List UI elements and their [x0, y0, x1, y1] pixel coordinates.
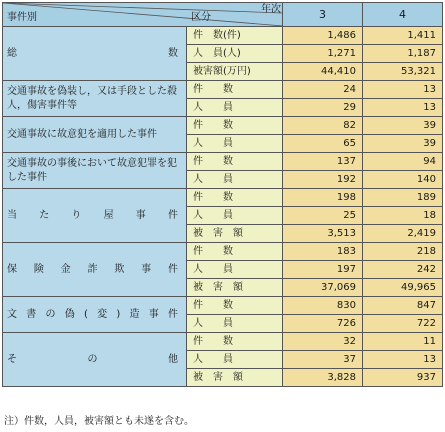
value-cell: 1,411: [363, 27, 443, 45]
value-cell: 726: [283, 315, 363, 333]
value-cell: 830: [283, 297, 363, 315]
table-row: [3, 153, 443, 171]
value-cell: 3,828: [283, 369, 363, 387]
row-label: 被 害 額: [187, 279, 283, 297]
statistics-table-container: [2, 2, 442, 387]
value-cell: 13: [363, 99, 443, 117]
header-year-label: 年次: [261, 4, 281, 15]
category-atariya: 当たり屋事件: [3, 189, 187, 243]
row-label: 人 員: [187, 261, 283, 279]
value-cell: 242: [363, 261, 443, 279]
value-cell: 29: [283, 99, 363, 117]
category-disguised-accident: 交通事故を偽装し，又は手段とした殺人，傷害事件等: [3, 81, 187, 117]
value-cell: 39: [363, 135, 443, 153]
value-cell: 137: [283, 153, 363, 171]
value-cell: 197: [283, 261, 363, 279]
header-diagonal-lines: [3, 3, 283, 26]
row-label: 人 員(人): [187, 45, 283, 63]
year-4-header: 4: [363, 3, 443, 27]
value-cell: 722: [363, 315, 443, 333]
value-cell: 94: [363, 153, 443, 171]
value-cell: 65: [283, 135, 363, 153]
row-label: 被害額(万円): [187, 63, 283, 81]
category-total: 総 数: [3, 27, 187, 81]
header-case-type-label: 事件別: [7, 12, 37, 23]
value-cell: 1,486: [283, 27, 363, 45]
value-cell: 53,321: [363, 63, 443, 81]
value-cell: 218: [363, 243, 443, 261]
value-cell: 44,410: [283, 63, 363, 81]
table-row: [3, 117, 443, 135]
year-3-header: 3: [283, 3, 363, 27]
row-label: 件 数: [187, 189, 283, 207]
value-cell: 1,187: [363, 45, 443, 63]
row-label: 被 害 額: [187, 369, 283, 387]
category-post-accident-crime: 交通事故の事後において故意犯罪を犯した事件: [3, 153, 187, 189]
value-cell: 24: [283, 81, 363, 99]
category-insurance-fraud: 保険金詐欺事件: [3, 243, 187, 297]
category-document-forgery: 文書の偽(変)造事件: [3, 297, 187, 333]
table-row: [3, 297, 443, 315]
table-row: [3, 189, 443, 207]
row-label: 人 員: [187, 207, 283, 225]
row-label: 件 数: [187, 243, 283, 261]
footnote: 注）件数，人員，被害額とも未遂を含む。: [4, 416, 194, 427]
value-cell: 1,271: [283, 45, 363, 63]
row-label: 件 数: [187, 333, 283, 351]
row-label: 件 数: [187, 81, 283, 99]
value-cell: 37: [283, 351, 363, 369]
category-intentional-crime: 交通事故に故意犯を適用した事件: [3, 117, 187, 153]
value-cell: 847: [363, 297, 443, 315]
header-category-label: 区分: [191, 12, 211, 23]
value-cell: 140: [363, 171, 443, 189]
row-label: 人 員: [187, 99, 283, 117]
row-label: 件 数: [187, 117, 283, 135]
value-cell: 937: [363, 369, 443, 387]
table-row: [3, 27, 443, 45]
row-label: 被 害 額: [187, 225, 283, 243]
value-cell: 13: [363, 351, 443, 369]
value-cell: 3,513: [283, 225, 363, 243]
crime-statistics-table: [2, 2, 443, 387]
header-corner-cell: [3, 3, 283, 27]
value-cell: 18: [363, 207, 443, 225]
row-label: 人 員: [187, 171, 283, 189]
table-row: [3, 243, 443, 261]
value-cell: 183: [283, 243, 363, 261]
table-row: [3, 81, 443, 99]
value-cell: 189: [363, 189, 443, 207]
value-cell: 192: [283, 171, 363, 189]
value-cell: 13: [363, 81, 443, 99]
row-label: 人 員: [187, 315, 283, 333]
value-cell: 49,965: [363, 279, 443, 297]
row-label: 件 数: [187, 297, 283, 315]
row-label: 人 員: [187, 351, 283, 369]
value-cell: 39: [363, 117, 443, 135]
value-cell: 37,069: [283, 279, 363, 297]
value-cell: 2,419: [363, 225, 443, 243]
value-cell: 25: [283, 207, 363, 225]
category-other: そ の 他: [3, 333, 187, 387]
value-cell: 198: [283, 189, 363, 207]
row-label: 件 数(件): [187, 27, 283, 45]
row-label: 件 数: [187, 153, 283, 171]
table-row: [3, 333, 443, 351]
value-cell: 32: [283, 333, 363, 351]
value-cell: 11: [363, 333, 443, 351]
row-label: 人 員: [187, 135, 283, 153]
value-cell: 82: [283, 117, 363, 135]
